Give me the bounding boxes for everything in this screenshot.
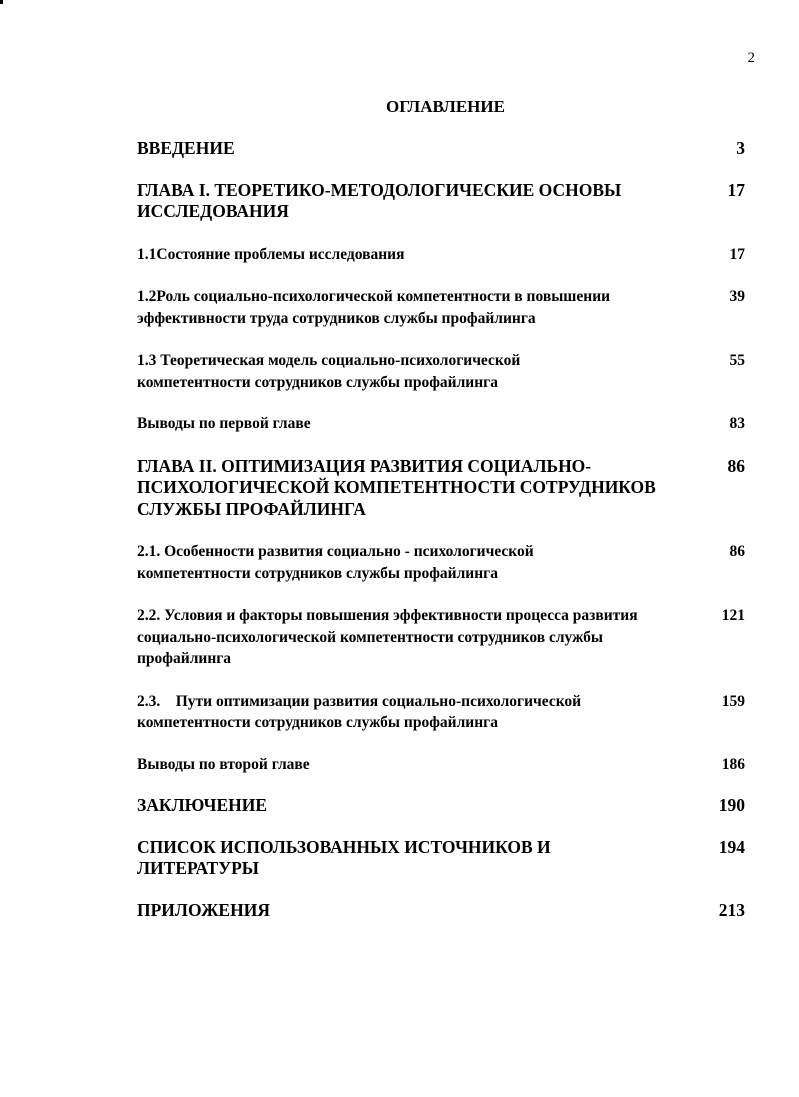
toc-entry-text: 2.3. Пути оптимизации развития социально-психологической компетентности сотрудников службы профайлинга xyxy=(137,692,585,731)
toc-entry-page: 3 xyxy=(736,138,745,158)
toc-entry-page: 17 xyxy=(729,245,745,263)
toc-entry-conclusions-1[interactable] xyxy=(137,413,749,435)
toc-entry-appendices[interactable] xyxy=(137,900,749,922)
toc-entry-page: 86 xyxy=(727,455,745,476)
toc-entry-text: Выводы по второй главе xyxy=(137,755,310,773)
toc-entry-introduction[interactable] xyxy=(137,138,749,160)
toc-entry-page: 159 xyxy=(721,692,745,710)
toc-entry-section-2-1[interactable] xyxy=(137,541,749,584)
toc-entry-text: Выводы по первой главе xyxy=(137,415,311,432)
toc-entry-text: ГЛАВА I. ТЕОРЕТИКО-МЕТОДОЛОГИЧЕСКИЕ ОСНОВЫ ИССЛЕДОВАНИЯ xyxy=(137,179,622,221)
toc-entry-chapter-1[interactable] xyxy=(137,180,749,223)
toc-entry-text: 2.1. Особенности развития социально - психологической компетентности сотрудников службы профайлинга xyxy=(137,543,534,582)
toc-entry-text: ВВЕДЕНИЕ xyxy=(137,138,235,158)
toc-entry-section-1-1[interactable] xyxy=(137,244,749,266)
toc-entry-page: 39 xyxy=(729,288,745,305)
toc-entry-page: 17 xyxy=(727,179,745,200)
page-number: 2 xyxy=(747,50,755,66)
toc-entry-text: СПИСОК ИСПОЛЬЗОВАННЫХ ИСТОЧНИКОВ И ЛИТЕРАТУРЫ xyxy=(137,836,551,878)
toc-entry-literature[interactable] xyxy=(137,837,749,880)
table-of-contents xyxy=(137,138,749,921)
toc-entry-page: 86 xyxy=(729,543,745,560)
toc-entry-text: 1.2Роль социально-психологической компетентности в повышении эффективности труда сотрудников службы профайлинга xyxy=(137,288,611,327)
toc-entry-text: ГЛАВА II. ОПТИМИЗАЦИЯ РАЗВИТИЯ СОЦИАЛЬНО-ПСИХОЛОГИЧЕСКОЙ КОМПЕТЕНТНОСТИ СОТРУДНИКОВ СЛУЖБЫ ПРОФАЙЛИНГА xyxy=(137,455,656,519)
toc-entry-section-1-2[interactable] xyxy=(137,286,749,329)
toc-entry-conclusion[interactable] xyxy=(137,795,749,817)
scan-corner-mark xyxy=(0,0,3,4)
toc-entry-conclusions-2[interactable] xyxy=(137,754,749,776)
toc-entry-page: 190 xyxy=(718,795,745,815)
toc-entry-page: 186 xyxy=(721,755,745,773)
toc-entry-page: 55 xyxy=(729,352,745,369)
toc-entry-page: 194 xyxy=(718,836,745,857)
toc-entry-text: 1.3 Теоретическая модель социально-психологической компетентности сотрудников службы профайлинга xyxy=(137,352,521,391)
toc-entry-section-2-3[interactable] xyxy=(137,691,749,734)
toc-entry-text: 2.2. Условия и факторы повышения эффективности процесса развития социально-психологической компетентности сотрудников службы профайлинга xyxy=(137,607,638,667)
toc-entry-section-2-2[interactable] xyxy=(137,605,749,670)
toc-entry-page: 83 xyxy=(729,415,745,432)
toc-entry-text: ЗАКЛЮЧЕНИЕ xyxy=(137,795,268,815)
toc-title: ОГЛАВЛЕНИЕ xyxy=(386,97,505,116)
toc-entry-page: 121 xyxy=(721,607,745,624)
toc-entry-chapter-2[interactable] xyxy=(137,456,749,521)
toc-entry-section-1-3[interactable] xyxy=(137,350,749,393)
toc-entry-page: 213 xyxy=(718,899,745,920)
toc-entry-text: 1.1Состояние проблемы исследования xyxy=(137,245,405,263)
toc-entry-text: ПРИЛОЖЕНИЯ xyxy=(137,899,270,920)
